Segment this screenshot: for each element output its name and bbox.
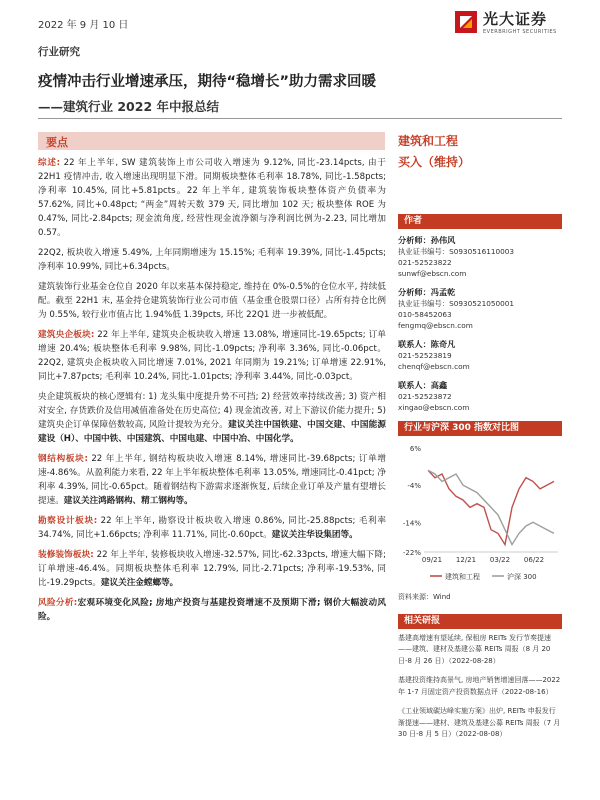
paragraph [38, 156, 386, 240]
paragraph-recommendation: 宏观环境变化风险; 房地产投资与基建投资增速不及预期下滑; 钢价大幅波动风险。 [38, 598, 387, 622]
author-info: 执业证书编号：S0930521050001 [398, 299, 515, 308]
paragraph-text: 22Q2, 板块收入增速 5.49%, 上年同期增速为 15.15%; 毛利率 19.39%, 同比-1.45pcts; 净利率 10.99%, 同比+6.34pcts。 [38, 248, 386, 272]
paragraph-lead: 综述: [38, 158, 61, 168]
paragraph [38, 548, 386, 590]
divider [38, 118, 562, 119]
y-tick-label: -14% [402, 519, 421, 528]
paragraph-text: 22 年上半年, 钢结构板块收入增速 8.14%, 增速同比-39.68pcts; 订单增速-4.86%。从盈利能力来看, 22 年上半年板块整体毛利率 13.05%, 增速同比-0.41pct; 净利率 4.39%, 同比-0.65pct。随着钢结构下游需求逐渐恢复, 后续企业订单及产量有望增长提速。 [38, 454, 386, 506]
author-name: 分析师：冯孟乾 [398, 287, 456, 297]
paragraph-lead: 勘察设计板块: [38, 516, 98, 526]
author-card [398, 287, 562, 331]
paragraph-recommendation: 建议关注金螳螂等。 [100, 578, 179, 588]
paragraph-text: 22 年上半年, 勘察设计板块收入增速 0.86%, 同比-25.88pcts; 毛利率 34.74%, 同比+1.66pcts; 净利率 11.71%, 同比-0.60pct。 [38, 516, 386, 540]
paragraph-text: 22 年上半年, SW 建筑装饰上市公司收入增速为 9.12%, 同比-23.14pcts, 由于 22H1 疫情冲击, 收入增速出现明显下滑。同期板块整体毛利率 18.78%, 同比-1.58pcts; 净利率 10.45%, 同比+5.81pcts。22 年上半年, 建筑装饰板块整体资产负债率为 57.62%, 同比+0.48pct; “两金”周转天数 379 天, 同比增加 102 天; 板块整体 ROE 为 0.47%, 同比-2.84pcts; 现金流角度, 经营性现金流净额与净利润比例为-2.23, 同比增加 0.57。 [38, 158, 386, 238]
keypoints-header [38, 132, 385, 150]
related-item[interactable]: 《工业领域碳达峰实施方案》出炉, REITs 申报发行渐提速——建材、建筑及基建公募 REITs 周报（7 月 30 日-8 月 5 日）（2022-08-08） [398, 707, 561, 738]
author-card [398, 380, 562, 413]
author-name: 联系人：高鑫 [398, 380, 448, 390]
related-header: 相关研报 [398, 614, 562, 629]
paragraph-recommendation: 建议关注鸿路钢构、精工钢构等。 [63, 496, 193, 506]
paragraph [38, 390, 386, 446]
logo-subtext: EVERBRIGHT SECURITIES [483, 29, 557, 35]
paragraph-lead: 钢结构板块: [38, 454, 88, 464]
related-list [398, 633, 562, 741]
author-card [398, 339, 562, 372]
paragraph-text: 22 年上半年, 建筑央企板块收入增速 13.08%, 增速同比-19.65pcts; 订单增速 20.4%; 板块整体毛利率 9.98%, 同比-1.09pcts; 净利率 3.36%, 同比-0.06pct。22Q2, 建筑央企板块收入同比增速 7.01%, 2021 年同期为 19.21%; 订单增速 22.91%, 同比+7.87pcts; 毛利率 10.24%, 同比-1.01pcts; 净利率 3.44%, 同比-0.03pct。 [38, 330, 386, 382]
x-tick-label: 03/22 [489, 556, 511, 564]
keypoints-label: 要点 [46, 136, 68, 149]
paragraph [38, 246, 386, 274]
x-tick-label: 06/22 [523, 556, 545, 564]
related-item[interactable]: 基建高增速有望延续, 保租房 REITs 发行节奏提速——建筑、建材及基建公募 REITs 周报（8 月 20 日-8 月 26 日）（2022-08-28） [398, 633, 552, 665]
author-info: 021-52523822 [398, 258, 452, 267]
paragraph [38, 328, 386, 384]
author-info: 021-52523819 [398, 351, 452, 360]
report-date: 2022 年 9 月 10 日 [38, 20, 129, 31]
paragraph-recommendation: 建议关注中国铁建、中国交建、中国能源建设（H）、中国中铁、中国建筑、中国电建、中国中冶、中国化学。 [38, 420, 386, 444]
report-category: 行业研究 [38, 46, 80, 58]
author-name: 联系人：陈奇凡 [398, 339, 456, 349]
author-email: xingao@ebscn.com [398, 403, 470, 412]
x-tick-label: 09/21 [421, 556, 443, 564]
paragraph-lead: 建筑央企板块: [38, 330, 95, 340]
paragraph-lead: 装修装饰板块: [38, 550, 94, 560]
author-name: 分析师：孙伟风 [398, 235, 456, 245]
author-info: 010-58452063 [398, 310, 452, 319]
chart-header: 行业与沪深 300 指数对比图 [398, 421, 562, 436]
author-email: fengmq@ebscn.com [398, 321, 473, 330]
paragraph [38, 514, 386, 542]
y-tick-label: 6% [409, 445, 421, 453]
sidebar [398, 132, 562, 741]
logo [455, 8, 557, 35]
author-card [398, 235, 562, 279]
author-info: 执业证书编号：S0930516110003 [398, 247, 515, 256]
paragraph [38, 452, 386, 508]
legend-label: 沪深 300 [507, 573, 537, 581]
author-info: 021-52523872 [398, 392, 452, 401]
related-item[interactable]: 基建投资维持高景气, 房地产销售增速回落——2022 年 1-7 月固定资产投资数据点评（2022-08-16） [398, 676, 561, 696]
author-email: chenqf@ebscn.com [398, 362, 470, 371]
authors-list [398, 235, 562, 413]
x-tick-label: 12/21 [455, 556, 477, 564]
paragraph [38, 596, 386, 624]
logo-icon [455, 11, 477, 33]
report-title: 疫情冲击行业增速承压，期待“稳增长”助力需求回暖 [38, 74, 377, 90]
paragraph-text: 22 年上半年, 装修板块收入增速-32.57%, 同比-62.33pcts, 增速大幅下降; 订单增速-46.4%。同期板块整体毛利率 12.79%, 同比-2.71pcts; 净利率-19.53%, 同比-19.29pcts。 [38, 550, 386, 588]
industry-name: 建筑和工程 [398, 134, 459, 148]
paragraph-text: 建筑装饰行业基金仓位自 2020 年以来基本保持稳定, 维持在 0%-0.5%的仓位水平, 持续低配。截至 22H1 末, 基金持仓建筑装饰行业公司市值（基金重仓股票口径）占所有持仓比例为 0.55%, 较行业市值占比 1.94%低 1.39pcts, 环比 22Q1 进一步被低配。 [38, 282, 386, 320]
report-subtitle: ——建筑行业 2022 年中报总结 [38, 99, 219, 114]
authors-header: 作者 [398, 214, 562, 229]
paragraph [38, 280, 386, 322]
paragraph-lead: 风险分析: [38, 598, 78, 608]
main-content [38, 156, 386, 630]
legend-label: 建筑和工程 [445, 573, 480, 581]
author-email: sunwf@ebscn.com [398, 269, 467, 278]
y-tick-label: -22% [402, 549, 421, 557]
chart-source: 资料来源：Wind [398, 593, 451, 601]
paragraph-recommendation: 建议关注华设集团等。 [271, 530, 358, 540]
paragraph-text: 央企建筑板块的核心逻辑有: 1) 龙头集中度提升势不可挡; 2) 经营效率持续改善; 3) 资产相对安全, 存货跌价及信用减值准备处在历史高位; 4) 现金流改善, 对上下游议价能力提升; 5) 建筑央企订单保障倍数较高, 风险计提较为充分。 [38, 392, 386, 430]
rating: 买入（维持） [398, 155, 471, 169]
logo-text: 光大证券 [483, 10, 548, 28]
series-line [428, 470, 554, 544]
index-comparison-chart [398, 440, 562, 590]
y-tick-label: -4% [407, 482, 421, 491]
